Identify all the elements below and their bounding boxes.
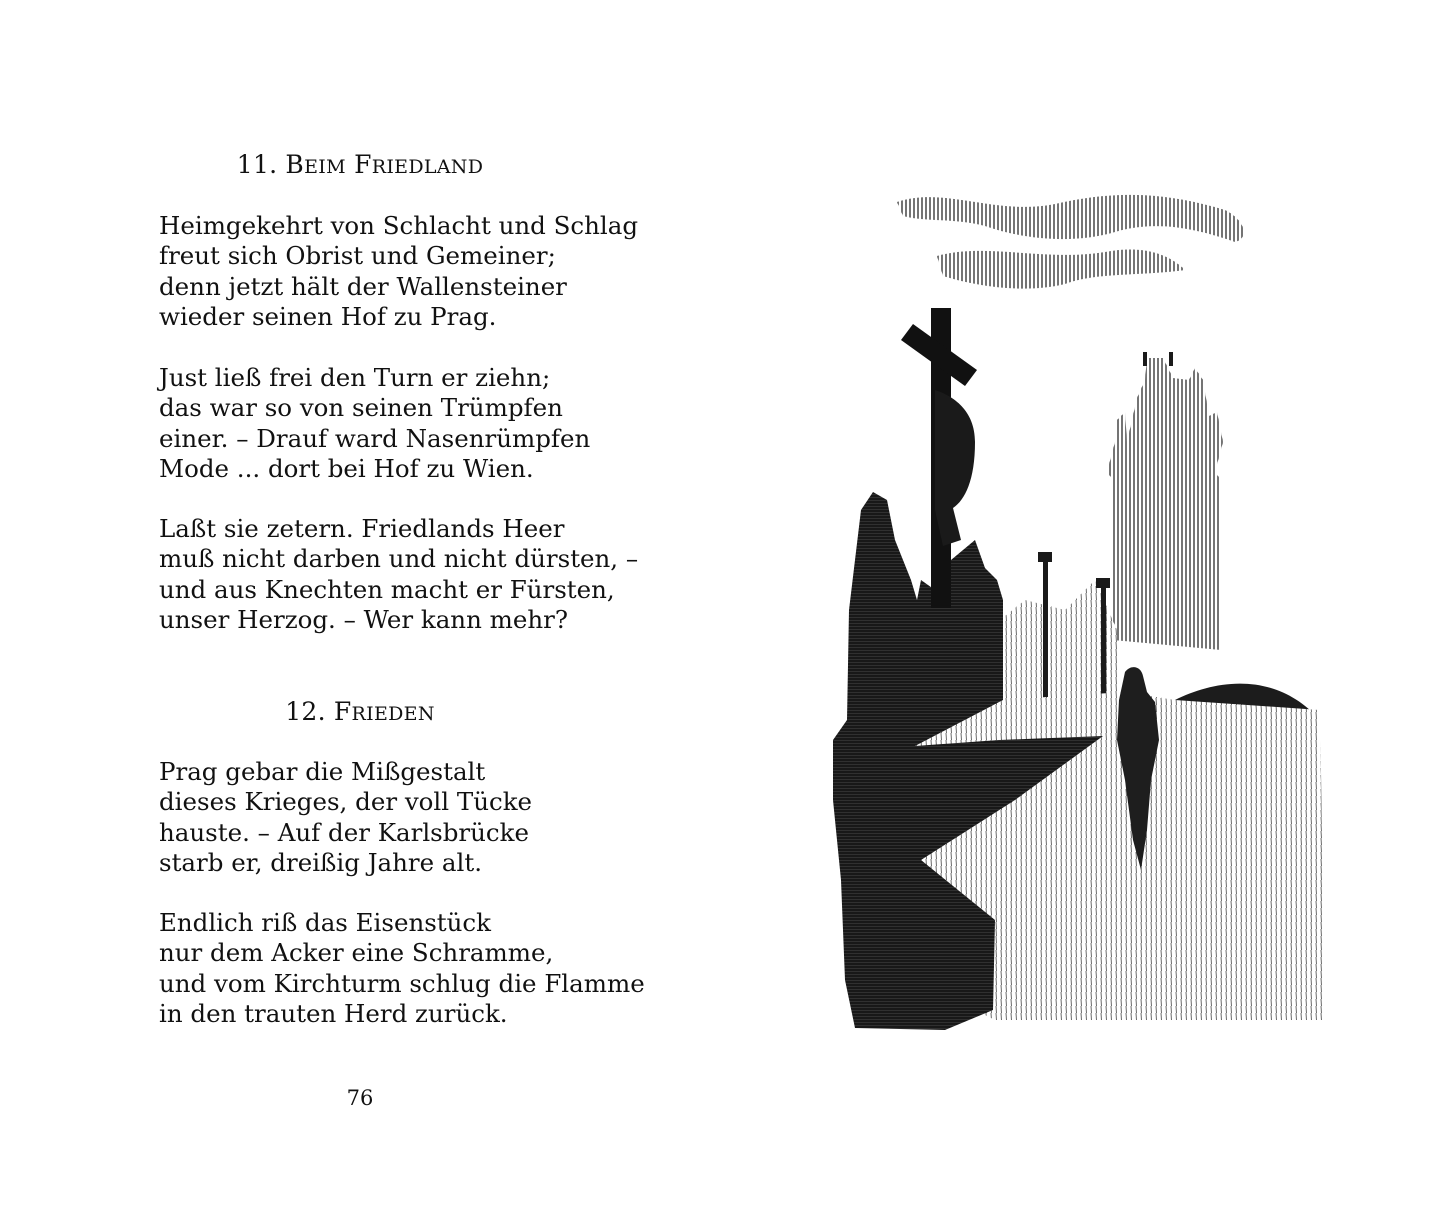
left-page	[0, 0, 720, 1211]
verse-line: hauste. – Auf der Karlsbrücke	[159, 817, 529, 847]
verse-line: nur dem Acker eine Schramme,	[159, 938, 554, 968]
verse-line: das war so von seinen Trümpfen	[159, 393, 563, 423]
verse-line: freut sich Obrist und Gemeiner;	[159, 241, 556, 271]
verse-line: Laßt sie zetern. Friedlands Heer	[159, 514, 565, 543]
poem-12-number: 12.	[285, 697, 326, 726]
poem-11-stanza-1	[159, 211, 679, 332]
verse-line: Heimgekehrt von Schlacht und Schlag	[159, 211, 639, 240]
verse-line: und vom Kirchturm schlug die Flamme	[159, 968, 645, 998]
verse-line: denn jetzt hält der Wallensteiner	[159, 271, 567, 301]
verse-line: Prag gebar die Mißgestalt	[159, 757, 486, 786]
verse-line: muß nicht darben und nicht dürsten, –	[159, 544, 639, 574]
poem-11-title: 11. BEIM FRIEDLAND	[236, 150, 484, 179]
cloud-upper	[897, 195, 1244, 242]
verse-line: einer. – Drauf ward Nasenrümpfen	[159, 423, 591, 453]
verse-line: und aus Knechten macht er Fürsten,	[159, 574, 615, 604]
cloud-lower	[937, 249, 1185, 288]
poem-11-number: 11.	[236, 150, 278, 179]
tower-spire-left	[1143, 352, 1147, 366]
verse-line: Mode ... dort bei Hof zu Wien.	[159, 453, 534, 483]
verse-line: wieder seinen Hof zu Prag.	[159, 301, 497, 331]
verse-line: unser Herzog. – Wer kann mehr?	[159, 604, 568, 634]
verse-line: dieses Krieges, der voll Tücke	[159, 787, 533, 817]
bridge-illustration	[825, 180, 1335, 1050]
poem-12-stanza-2	[159, 908, 679, 1029]
poem-11-stanza-3	[159, 514, 679, 635]
distant-rooftops	[1000, 580, 1117, 710]
poem-12-title: 12. FRIEDEN	[285, 697, 435, 726]
tower-spire-right	[1169, 352, 1173, 366]
poem-11-stanza-2	[159, 363, 679, 484]
poem-12-stanza-1	[159, 757, 679, 878]
verse-line: starb er, dreißig Jahre alt.	[159, 847, 482, 877]
verse-line: in den trauten Herd zurück.	[159, 998, 508, 1028]
verse-line: Just ließ frei den Turn er ziehn;	[159, 363, 551, 392]
bridge-tower	[1107, 358, 1223, 650]
verse-line: Endlich riß das Eisenstück	[159, 908, 491, 937]
page-number: 76	[346, 1086, 374, 1110]
